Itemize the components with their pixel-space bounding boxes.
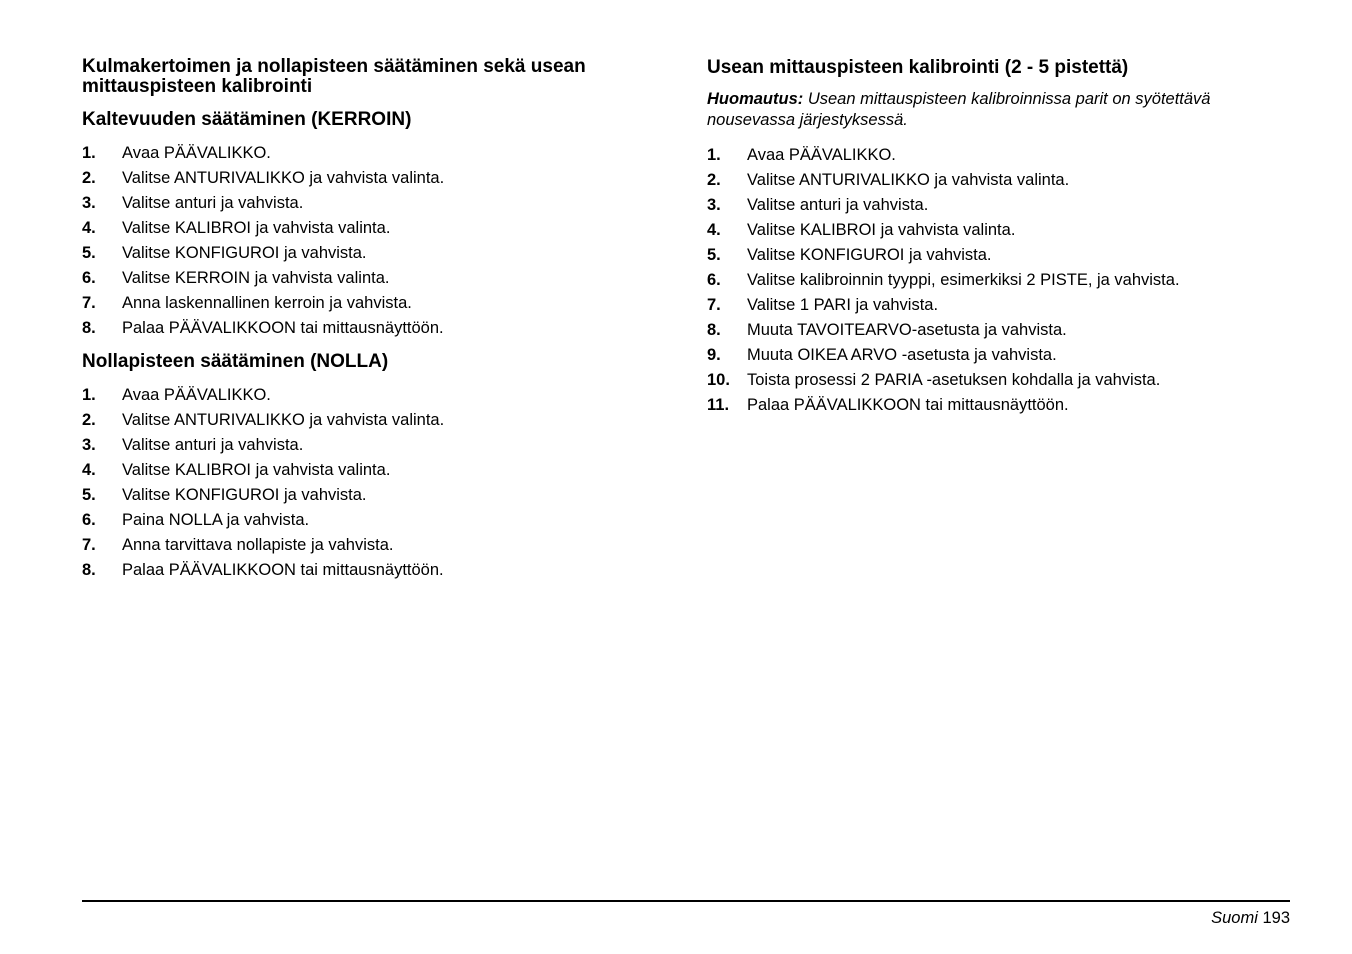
step-text: Valitse KALIBROI ja vahvista valinta. — [122, 219, 391, 237]
page-number: 193 — [1262, 909, 1290, 927]
step-text: Palaa PÄÄVALIKKOON tai mittausnäyttöön. — [122, 319, 444, 337]
step-number: 6. — [82, 511, 96, 529]
list-item — [707, 293, 1297, 318]
list-item — [707, 143, 1297, 168]
list-item — [707, 243, 1297, 268]
list-item — [82, 316, 662, 341]
left-column — [82, 57, 662, 593]
step-number: 4. — [707, 221, 721, 239]
section-title: Kulmakertoimen ja nollapisteen säätäminen sekä usean mittauspisteen kalibrointi — [82, 56, 586, 97]
list-item — [707, 218, 1297, 243]
step-text: Valitse KALIBROI ja vahvista valinta. — [122, 461, 391, 479]
list-item — [707, 368, 1297, 393]
step-number: 8. — [82, 561, 96, 579]
zero-heading: Nollapisteen säätäminen (NOLLA) — [82, 351, 389, 372]
list-item — [707, 393, 1297, 418]
zero-steps-list — [82, 383, 662, 583]
step-number: 8. — [82, 319, 96, 337]
slope-steps-list — [82, 141, 662, 341]
note-text-line2: nousevassa järjestyksessä. — [707, 111, 908, 129]
step-text: Avaa PÄÄVALIKKO. — [747, 146, 896, 164]
list-item — [82, 508, 662, 533]
step-number: 1. — [82, 144, 96, 162]
list-item — [82, 458, 662, 483]
step-text: Valitse anturi ja vahvista. — [122, 194, 304, 212]
step-number: 2. — [707, 171, 721, 189]
list-item — [82, 291, 662, 316]
list-item — [707, 268, 1297, 293]
list-item — [82, 408, 662, 433]
list-item — [82, 141, 662, 166]
step-text: Valitse 1 PARI ja vahvista. — [747, 296, 939, 314]
step-text: Avaa PÄÄVALIKKO. — [122, 144, 271, 162]
step-text: Valitse kalibroinnin tyyppi, esimerkiksi 2 PISTE, ja vahvista. — [747, 271, 1180, 289]
step-text: Palaa PÄÄVALIKKOON tai mittausnäyttöön. — [122, 561, 444, 579]
step-number: 3. — [82, 194, 96, 212]
list-item — [82, 191, 662, 216]
step-number: 4. — [82, 219, 96, 237]
right-column — [707, 57, 1297, 428]
step-text: Valitse KERROIN ja vahvista valinta. — [122, 269, 390, 287]
step-number: 2. — [82, 411, 96, 429]
step-number: 4. — [82, 461, 96, 479]
list-item — [707, 168, 1297, 193]
list-item — [82, 433, 662, 458]
page-footer — [1211, 907, 1290, 929]
list-item — [707, 343, 1297, 368]
step-number: 5. — [707, 246, 721, 264]
note-label: Huomautus: — [707, 90, 804, 108]
step-text: Valitse KALIBROI ja vahvista valinta. — [747, 221, 1016, 239]
step-number: 10. — [707, 371, 730, 389]
step-text: Anna laskennallinen kerroin ja vahvista. — [122, 294, 412, 312]
step-text: Anna tarvittava nollapiste ja vahvista. — [122, 536, 394, 554]
list-item — [82, 241, 662, 266]
list-item — [82, 483, 662, 508]
step-text: Avaa PÄÄVALIKKO. — [122, 386, 271, 404]
step-text: Valitse KONFIGUROI ja vahvista. — [747, 246, 992, 264]
step-text: Muuta OIKEA ARVO -asetusta ja vahvista. — [747, 346, 1057, 364]
step-text: Palaa PÄÄVALIKKOON tai mittausnäyttöön. — [747, 396, 1069, 414]
step-number: 3. — [707, 196, 721, 214]
step-number: 9. — [707, 346, 721, 364]
step-text: Valitse KONFIGUROI ja vahvista. — [122, 244, 367, 262]
list-item — [82, 383, 662, 408]
list-item — [707, 318, 1297, 343]
multipoint-steps-list — [707, 143, 1297, 418]
footer-divider — [82, 900, 1290, 902]
step-text: Valitse anturi ja vahvista. — [122, 436, 304, 454]
multipoint-heading: Usean mittauspisteen kalibrointi (2 - 5 pistettä) — [707, 57, 1129, 78]
list-item — [82, 266, 662, 291]
note-text-line1: Usean mittauspisteen kalibroinnissa parit on syötettävä — [807, 90, 1211, 108]
step-text: Toista prosessi 2 PARIA -asetuksen kohdalla ja vahvista. — [747, 371, 1161, 389]
step-number: 11. — [707, 396, 730, 414]
step-number: 1. — [707, 146, 721, 164]
list-item — [82, 533, 662, 558]
step-number: 7. — [707, 296, 721, 314]
step-number: 7. — [82, 536, 96, 554]
step-number: 8. — [707, 321, 721, 339]
step-number: 5. — [82, 244, 96, 262]
list-item — [707, 193, 1297, 218]
list-item — [82, 216, 662, 241]
step-text: Valitse KONFIGUROI ja vahvista. — [122, 486, 367, 504]
step-text: Muuta TAVOITEARVO-asetusta ja vahvista. — [747, 321, 1067, 339]
step-number: 7. — [82, 294, 96, 312]
step-number: 6. — [82, 269, 96, 287]
slope-heading: Kaltevuuden säätäminen (KERROIN) — [82, 109, 412, 130]
footer-language: Suomi — [1211, 909, 1258, 927]
note-block — [707, 89, 1297, 131]
step-number: 1. — [82, 386, 96, 404]
step-number: 6. — [707, 271, 721, 289]
step-text: Paina NOLLA ja vahvista. — [122, 511, 310, 529]
step-text: Valitse anturi ja vahvista. — [747, 196, 929, 214]
step-number: 2. — [82, 169, 96, 187]
step-text: Valitse ANTURIVALIKKO ja vahvista valinta. — [747, 171, 1070, 189]
list-item — [82, 166, 662, 191]
step-number: 3. — [82, 436, 96, 454]
step-text: Valitse ANTURIVALIKKO ja vahvista valinta. — [122, 169, 445, 187]
step-number: 5. — [82, 486, 96, 504]
list-item — [82, 558, 662, 583]
step-text: Valitse ANTURIVALIKKO ja vahvista valinta. — [122, 411, 445, 429]
